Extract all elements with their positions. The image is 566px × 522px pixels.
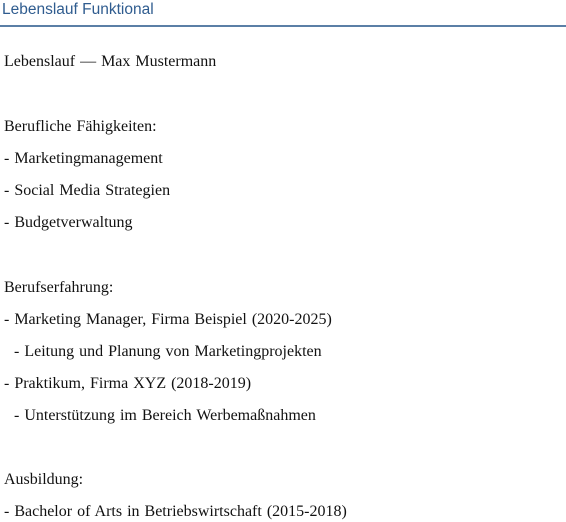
- skill-item: - Marketingmanagement: [4, 150, 163, 167]
- experience-item: - Marketing Manager, Firma Beispiel (2020-2025): [4, 311, 332, 328]
- skill-item: - Social Media Strategien: [4, 182, 171, 199]
- skills-section-title: Berufliche Fähigkeiten:: [4, 118, 157, 135]
- experience-detail: - Unterstützung im Bereich Werbemaßnahmen: [14, 407, 316, 424]
- education-section-title: Ausbildung:: [4, 471, 84, 488]
- document-title: Lebenslauf Funktional: [2, 1, 154, 18]
- experience-section-title: Berufserfahrung:: [4, 279, 114, 296]
- experience-detail: - Leitung und Planung von Marketingprojekten: [14, 343, 322, 360]
- skill-item: - Budgetverwaltung: [4, 214, 133, 231]
- resume-heading: Lebenslauf — Max Mustermann: [4, 53, 217, 70]
- education-item: - Bachelor of Arts in Betriebswirtschaft (2015-2018): [4, 503, 347, 520]
- experience-item: - Praktikum, Firma XYZ (2018-2019): [4, 375, 252, 392]
